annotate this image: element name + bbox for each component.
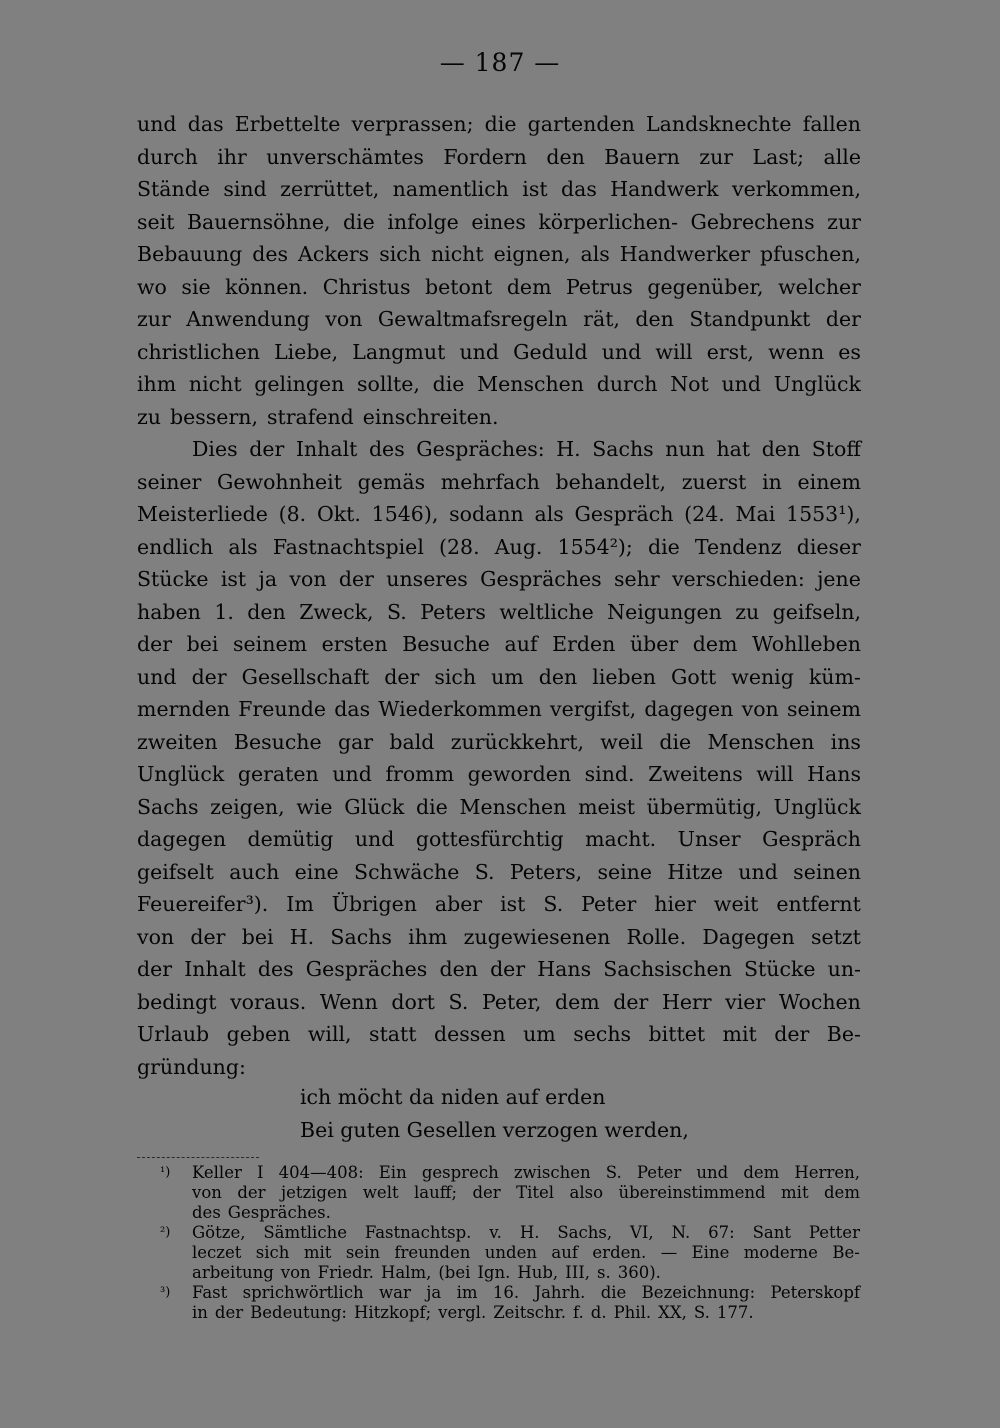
footnote-line: von der jetzigen welt lauff; der Titel also übereinstimmend mit dem (192, 1183, 860, 1202)
footnote-marker: ³) (160, 1285, 171, 1300)
text-line: Sachs zeigen, wie Glück die Menschen meist übermütig, Unglück (137, 794, 861, 819)
text-line: Urlaub geben will, statt dessen um sechs bittet mit der Be- (137, 1022, 861, 1046)
verse-line: ich möcht da niden auf erden (300, 1085, 606, 1109)
footnotes (160, 1163, 860, 1323)
text-line: endlich als Fastnachtspiel (28. Aug. 1554²); die Tendenz dieser (137, 534, 861, 559)
text-line: mernden Freunde das Wiederkommen vergifst, dagegen von seinem (137, 697, 861, 721)
text-line: und der Gesellschaft der sich um den lieben Gott wenig küm- (137, 664, 861, 689)
text-line: und das Erbettelte verprassen; die gartenden Landsknechte fallen (137, 112, 861, 136)
verse-quote (300, 1081, 689, 1146)
footnote-line: in der Bedeutung: Hitzkopf; vergl. Zeitschr. f. d. Phil. XX, S. 177. (192, 1303, 754, 1322)
text-line: durch ihr unverschämtes Fordern den Bauern zur Last; alle (137, 144, 861, 169)
text-line: seiner Gewohnheit gemäs mehrfach behandelt, zuerst in einem (137, 469, 861, 494)
text-line: Unglück geraten und fromm geworden sind. Zweitens will Hans (137, 762, 861, 786)
text-line: seit Bauernsöhne, die infolge eines körperlichen- Gebrechens zur (137, 209, 861, 234)
text-line: der Inhalt des Gespräches den der Hans Sachsischen Stücke un- (137, 957, 861, 981)
text-line: Bebauung des Ackers sich nicht eignen, als Handwerker pfuschen, (137, 242, 861, 266)
footnote (160, 1223, 860, 1283)
text-line: zu bessern, strafend einschreiten. (137, 404, 499, 429)
footnote-marker: ²) (160, 1225, 171, 1240)
footnote-line: arbeitung von Friedr. Halm, (bei Ign. Hub, III, s. 360). (192, 1263, 661, 1282)
footnote-line: leczet sich mit sein freunden unden auf erden. — Eine moderne Be- (192, 1243, 860, 1262)
text-line: dagegen demütig und gottesfürchtig macht. Unser Gespräch (137, 827, 861, 851)
text-line: bedingt voraus. Wenn dort S. Peter, dem der Herr vier Wochen (137, 989, 861, 1014)
text-line: Stücke ist ja von der unseres Gespräches sehr verschieden: jene (137, 567, 861, 591)
text-line: zur Anwendung von Gewaltmafsregeln rät, den Standpunkt der (137, 307, 861, 331)
footnote-separator (137, 1157, 259, 1158)
text-line: Stände sind zerrüttet, namentlich ist das Handwerk verkommen, (137, 177, 861, 201)
body-text (137, 108, 861, 1083)
verse-line: Bei guten Gesellen verzogen werden, (300, 1117, 689, 1142)
footnote-marker: ¹) (160, 1165, 171, 1180)
footnote (160, 1283, 860, 1323)
footnote (160, 1163, 860, 1223)
footnote-line: Götze, Sämtliche Fastnachtsp. v. H. Sachs, VI, N. 67: Sant Petter (192, 1223, 860, 1242)
text-line: geifselt auch eine Schwäche S. Peters, seine Hitze und seinen (137, 859, 861, 884)
text-line: ihm nicht gelingen sollte, die Menschen durch Not und Unglück (137, 372, 861, 396)
text-line: zweiten Besuche gar bald zurückkehrt, weil die Menschen ins (137, 729, 861, 754)
text-line: christlichen Liebe, Langmut und Geduld und will erst, wenn es (137, 339, 861, 364)
text-line: Feuereifer³). Im Übrigen aber ist S. Peter hier weit entfernt (137, 892, 861, 916)
text-line: wo sie können. Christus betont dem Petrus gegenüber, welcher (137, 274, 861, 299)
text-line: von der bei H. Sachs ihm zugewiesenen Rolle. Dagegen setzt (137, 924, 861, 949)
footnote-line: Keller I 404—408: Ein gesprech zwischen S. Peter und dem Herren, (192, 1163, 860, 1182)
text-line: Dies der Inhalt des Gespräches: H. Sachs nun hat den Stoff (192, 437, 861, 461)
page-number: — 187 — (439, 48, 561, 77)
text-line: gründung: (137, 1054, 246, 1079)
footnote-line: Fast sprichwörtlich war ja im 16. Jahrh. die Bezeichnung: Peterskopf (192, 1283, 860, 1302)
text-line: haben 1. den Zweck, S. Peters weltliche Neigungen zu geifseln, (137, 599, 861, 624)
text-line: Meisterliede (8. Okt. 1546), sodann als Gespräch (24. Mai 1553¹), (137, 502, 861, 526)
text-line: der bei seinem ersten Besuche auf Erden über dem Wohlleben (137, 632, 861, 656)
footnote-line: des Gespräches. (192, 1203, 331, 1222)
